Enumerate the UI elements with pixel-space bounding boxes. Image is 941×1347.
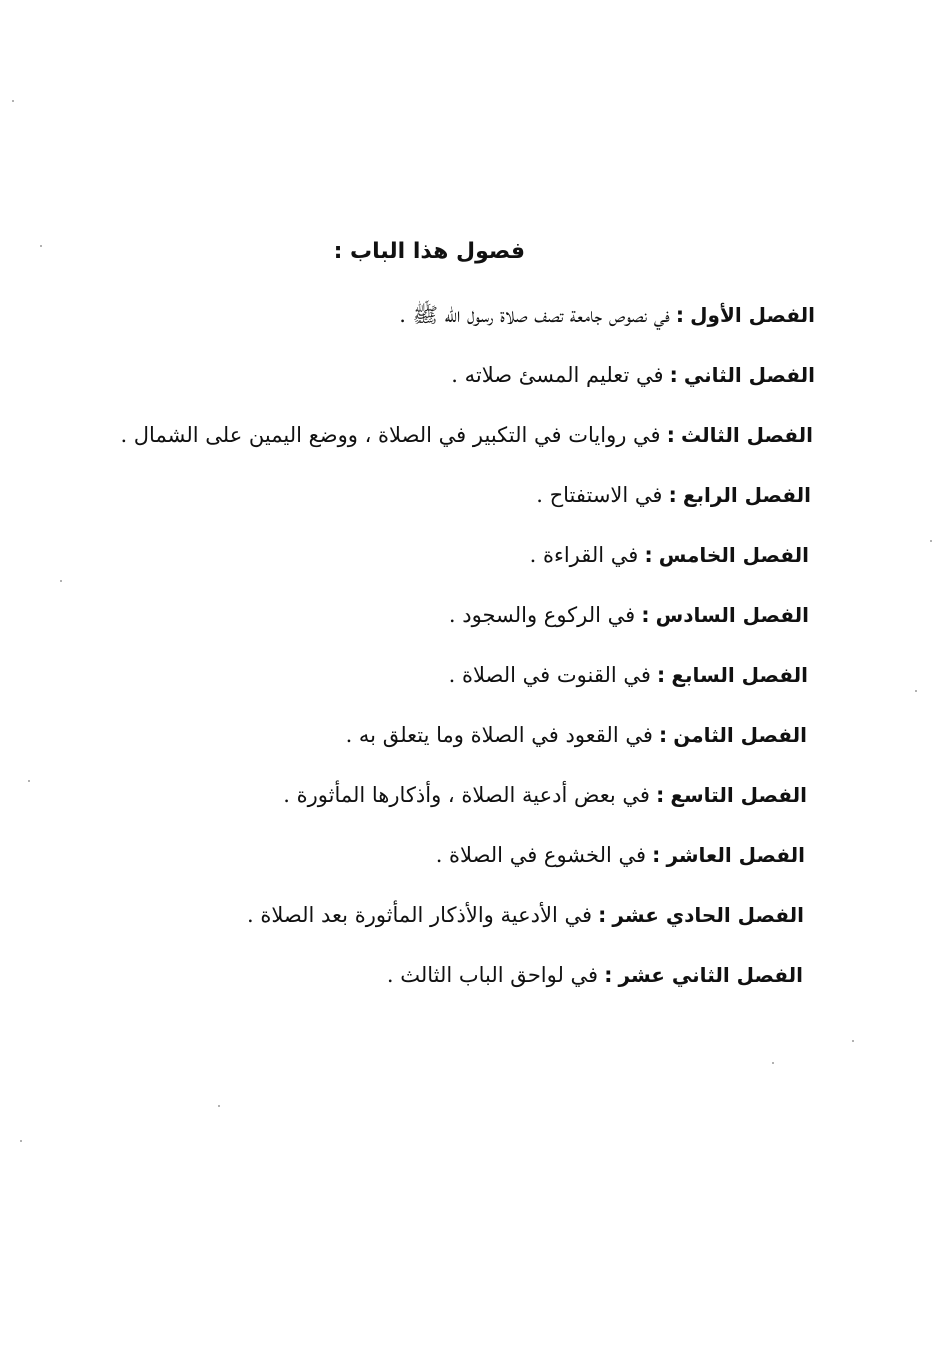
- scan-speck: [60, 580, 62, 582]
- chapter-label: الفصل الثاني: [683, 363, 815, 387]
- chapter-description: في تعليم المسئ صلاته .: [451, 363, 664, 387]
- chapter-item-2: [451, 355, 815, 395]
- chapter-label: الفصل العاشر: [666, 843, 805, 867]
- scan-speck: [852, 1040, 854, 1042]
- chapter-label: الفصل الثاني عشر: [618, 963, 803, 987]
- chapter-item-6: [449, 595, 809, 635]
- chapter-description: في القنوت في الصلاة .: [448, 663, 651, 687]
- scan-speck: [930, 540, 932, 542]
- section-heading: فصول هذا الباب :: [333, 239, 525, 264]
- chapter-label: الفصل الخامس: [658, 543, 809, 567]
- chapter-separator: :: [604, 963, 613, 987]
- chapter-description: في لواحق الباب الثالث .: [386, 963, 599, 987]
- chapter-label: الفصل الثامن: [673, 723, 807, 747]
- chapter-label: الفصل الرابع: [682, 483, 811, 507]
- chapter-separator: :: [675, 303, 685, 327]
- chapter-description: في الأدعية والأذكار المأثورة بعد الصلاة .: [247, 903, 592, 927]
- chapter-description: في القعود في الصلاة وما يتعلق به .: [345, 723, 653, 747]
- chapter-item-11: [247, 895, 804, 935]
- chapter-separator: :: [656, 663, 666, 687]
- chapter-item-10: [436, 835, 805, 875]
- chapter-item-9: [283, 775, 807, 815]
- chapter-separator: :: [668, 483, 677, 507]
- scan-speck: [28, 780, 30, 782]
- chapter-separator: :: [644, 543, 653, 567]
- chapter-item-5: [530, 535, 809, 575]
- scan-speck: [40, 245, 42, 247]
- scan-speck: [218, 1105, 220, 1107]
- scan-speck: [915, 690, 917, 692]
- chapter-label: الفصل الحادي عشر: [612, 903, 804, 927]
- chapter-separator: :: [641, 603, 650, 627]
- chapter-separator: :: [666, 423, 675, 447]
- chapter-label: الفصل السادس: [655, 603, 809, 627]
- chapter-label: الفصل التاسع: [670, 783, 807, 807]
- chapter-item-7: [449, 655, 808, 695]
- chapter-description: في روايات في التكبير في الصلاة ، ووضع اليمين على الشمال .: [120, 423, 661, 447]
- chapter-item-4: [536, 475, 811, 515]
- chapter-separator: :: [658, 723, 668, 747]
- chapter-label: الفصل الأول: [690, 303, 815, 327]
- chapter-item-8: [346, 715, 807, 755]
- scan-speck: [772, 1062, 774, 1064]
- chapter-item-3: [120, 415, 813, 455]
- chapter-description: في الاستفتاح .: [536, 483, 663, 507]
- chapter-label: الفصل الثالث: [680, 423, 813, 447]
- chapter-label: الفصل السابع: [671, 663, 808, 687]
- chapter-separator: :: [652, 843, 661, 867]
- chapter-description: في الركوع والسجود .: [448, 603, 636, 627]
- chapter-separator: :: [669, 363, 678, 387]
- scan-speck: [12, 100, 14, 102]
- chapter-separator: :: [598, 903, 607, 927]
- chapter-description: في بعض أدعية الصلاة ، وأذكارها المأثورة .: [283, 783, 650, 807]
- chapter-item-1: [399, 295, 815, 335]
- chapter-separator: :: [655, 783, 665, 807]
- chapter-description: في نصوص جامعة تصف صلاة رسول الله ﷺ .: [399, 303, 670, 327]
- scan-speck: [20, 1140, 22, 1142]
- chapter-description: في القراءة .: [529, 543, 639, 567]
- chapter-item-12: [387, 955, 803, 995]
- chapter-description: في الخشوع في الصلاة .: [435, 843, 647, 867]
